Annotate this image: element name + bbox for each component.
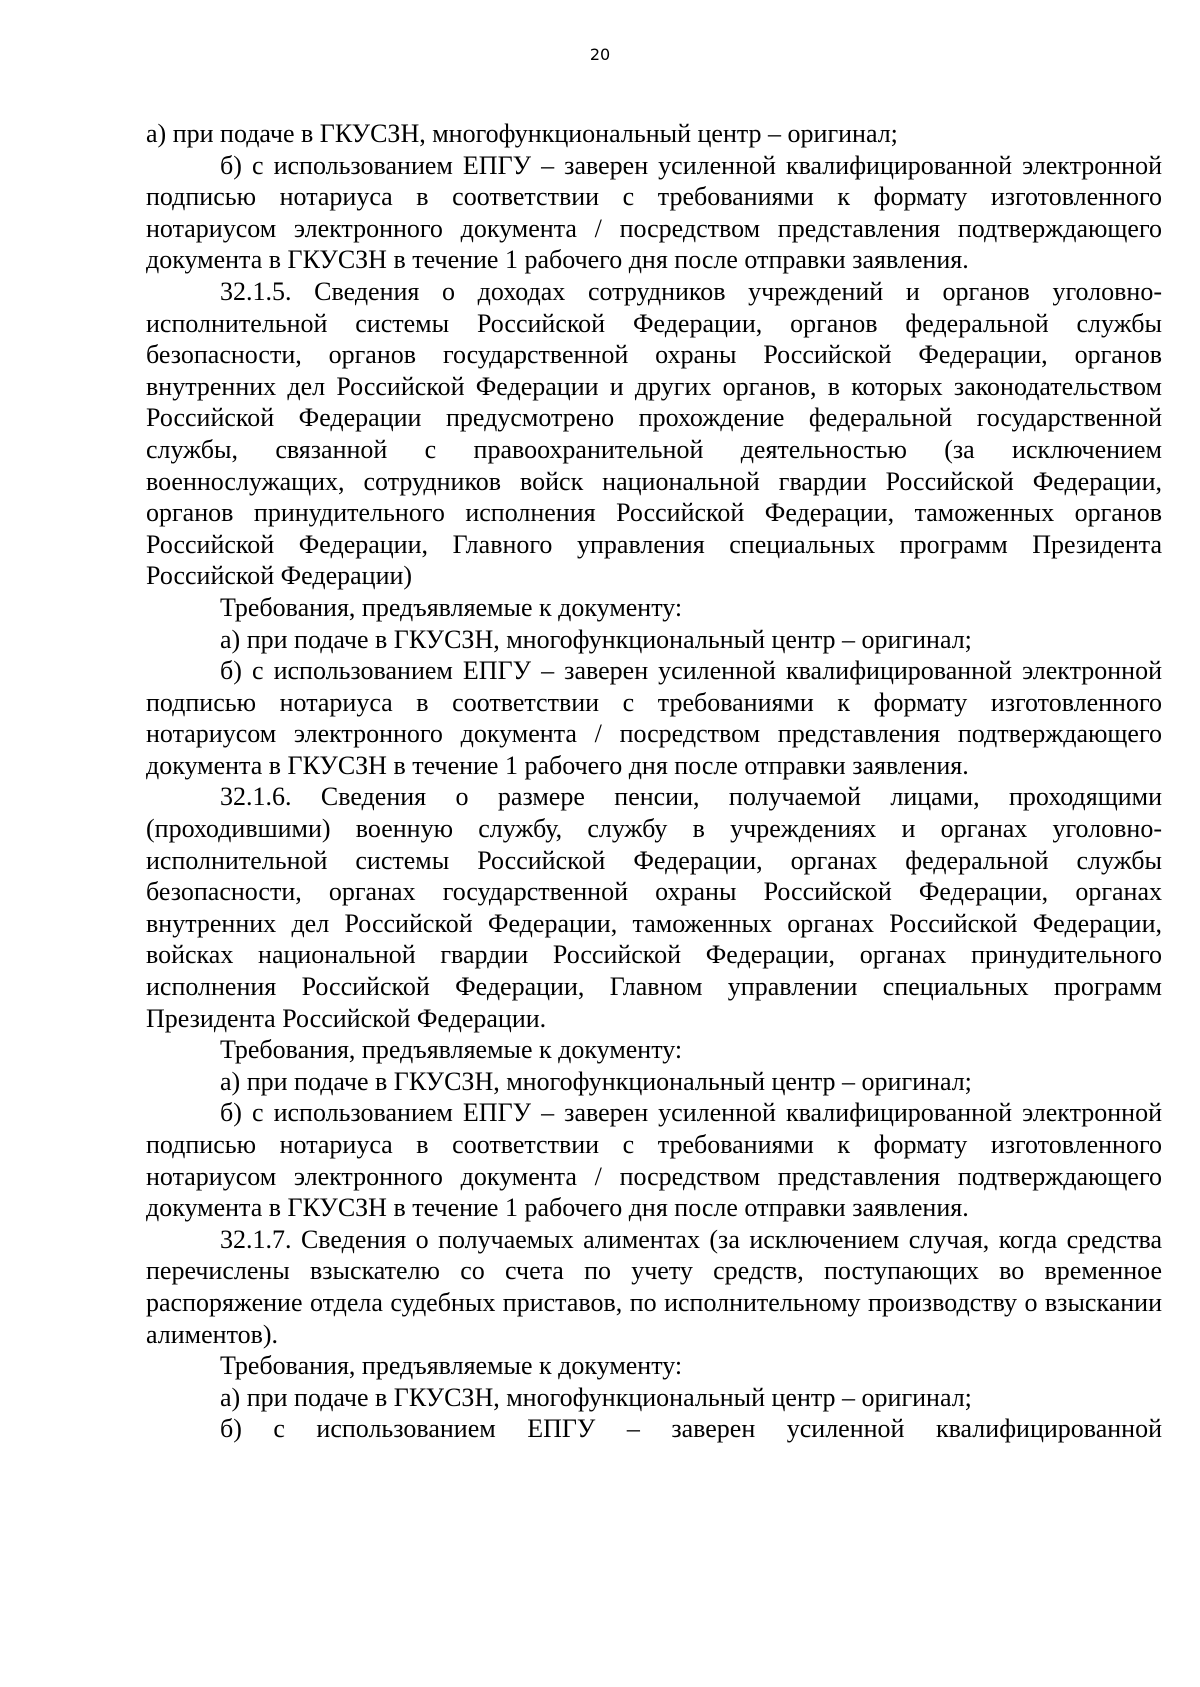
paragraph: а) при подаче в ГКУСЗН, многофункциональный центр – оригинал; xyxy=(146,119,898,148)
paragraph: Требования, предъявляемые к документу: xyxy=(220,1351,683,1381)
paragraph: а) при подаче в ГКУСЗН, многофункциональный центр – оригинал; xyxy=(220,1066,972,1096)
paragraph: б) с использованием ЕПГУ – заверен усиленной квалифицированной xyxy=(220,1414,1162,1444)
paragraph: б) с использованием ЕПГУ – заверен усиленной квалифицированной электронной подписью нотариуса в соответствии с требованиями к формату изготовленного нотариусом электронного документа / посредством представления подтверждающего документа в ГКУСЗН в течение 1 рабочего дня после отправки заявления. xyxy=(146,1098,1162,1223)
paragraph: а) при подаче в ГКУСЗН, многофункциональный центр – оригинал; xyxy=(220,624,972,654)
paragraph: Требования, предъявляемые к документу: xyxy=(220,592,683,622)
paragraph: 32.1.7. Сведения о получаемых алиментах (за исключением случая, когда средства перечислены взыскателю со счета по учету средств, поступающих во временное распоряжение отдела судебных приставов, по исполнительному производству о взыскании алиментов). xyxy=(146,1224,1162,1349)
paragraph: Требования, предъявляемые к документу: xyxy=(220,1035,683,1065)
paragraph: 32.1.5. Сведения о доходах сотрудников учреждений и органов уголовно-исполнительной системы Российской Федерации, органов федеральной службы безопасности, органов государственной охраны Российской Федерации, органов внутренних дел Российской Федерации и других органов, в которых законодательством Российской Федерации предусмотрено прохождение федеральной государственной службы, связанной с правоохранительной деятельностью (за исключением военнослужащих, сотрудников войск национальной гвардии Российской Федерации, органов принудительного исполнения Российской Федерации, таможенных органов Российской Федерации, Главного управления специальных программ Президента Российской Федерации) xyxy=(146,276,1162,591)
page-number: 20 xyxy=(589,45,611,64)
paragraph: 32.1.6. Сведения о размере пенсии, получаемой лицами, проходящими (проходившими) военную службу, службу в учреждениях и органах уголовно-исполнительной системы Российской Федерации, органах федеральной службы безопасности, органах государственной охраны Российской Федерации, органах внутренних дел Российской Федерации, таможенных органах Российской Федерации, войсках национальной гвардии Российской Федерации, органах принудительного исполнения Российской Федерации, Главном управлении специальных программ Президента Российской Федерации. xyxy=(146,782,1162,1033)
paragraph: б) с использованием ЕПГУ – заверен усиленной квалифицированной электронной подписью нотариуса в соответствии с требованиями к формату изготовленного нотариусом электронного документа / посредством представления подтверждающего документа в ГКУСЗН в течение 1 рабочего дня после отправки заявления. xyxy=(146,656,1162,780)
paragraph: б) с использованием ЕПГУ – заверен усиленной квалифицированной электронной подписью нотариуса в соответствии с требованиями к формату изготовленного нотариусом электронного документа / посредством представления подтверждающего документа в ГКУСЗН в течение 1 рабочего дня после отправки заявления. xyxy=(146,150,1162,275)
paragraph: а) при подаче в ГКУСЗН, многофункциональный центр – оригинал; xyxy=(220,1382,972,1412)
document-body xyxy=(146,118,1162,1445)
